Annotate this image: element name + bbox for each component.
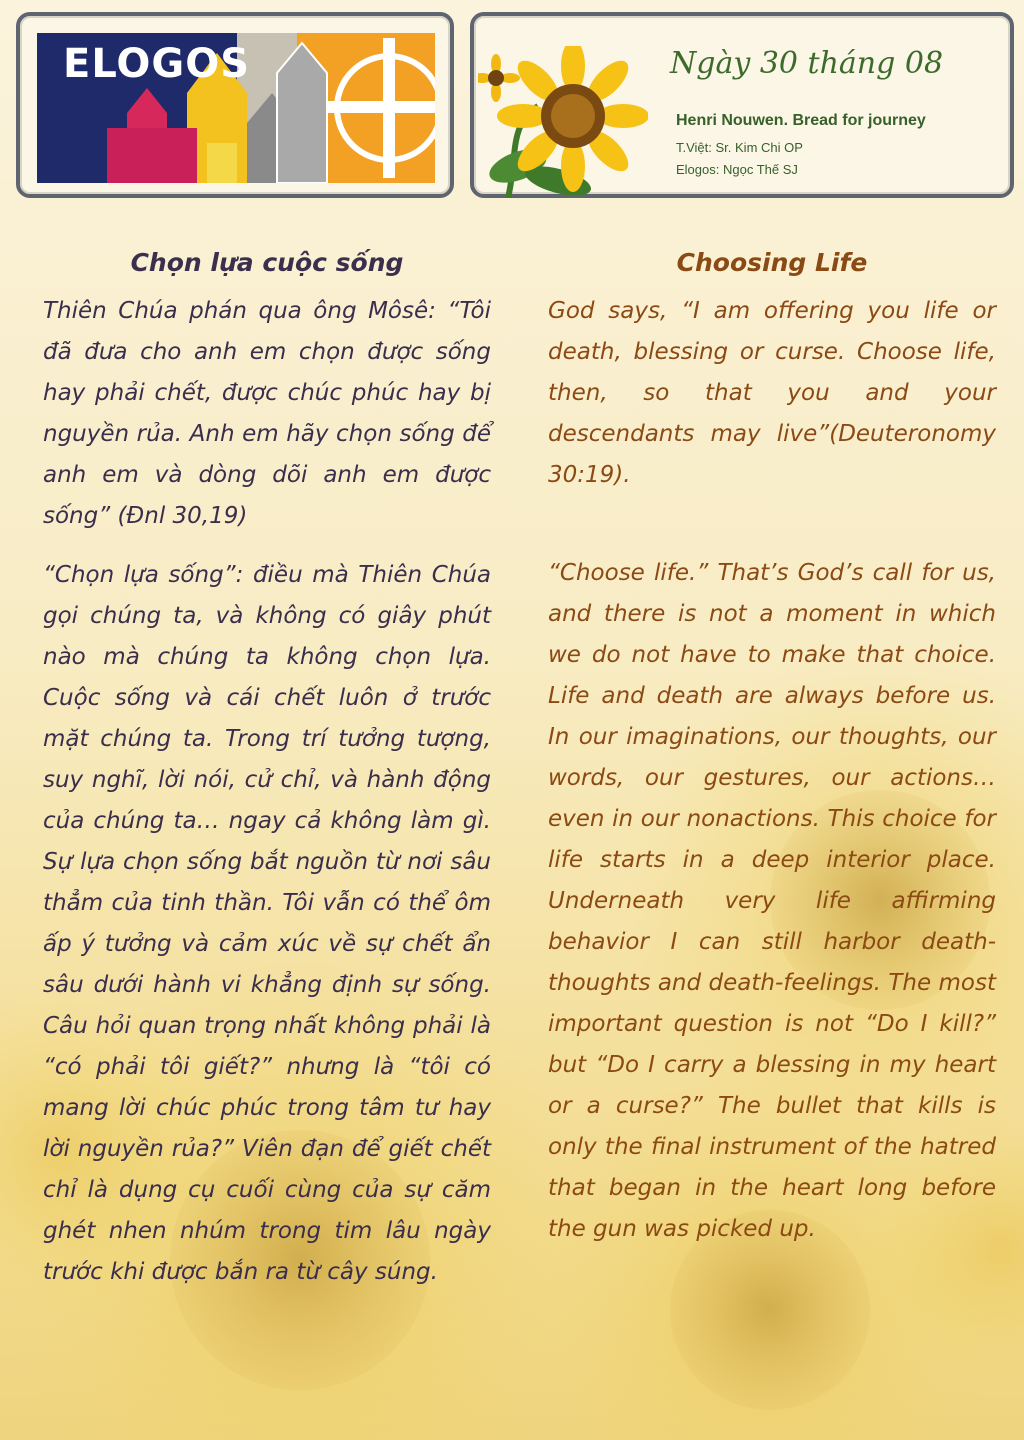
source-title: Henri Nouwen. Bread for journey <box>676 112 926 129</box>
english-column <box>548 248 996 1268</box>
english-paragraph: God says, “I am offering you life or death, blessing or curse. Choose life, then, so that you and your descendants may live”(Deuteronomy 30:19). <box>548 298 996 488</box>
vietnamese-paragraph: Thiên Chúa phán qua ông Môsê: “Tôi đã đưa cho anh em chọn được sống hay phải chết, được chúc phúc hay bị nguyền rủa. Anh em hãy chọn sống để anh em và dòng dõi anh em được sống” (Đnl 30,19) <box>43 298 491 529</box>
english-paragraph: “Choose life.” That’s God’s call for us, and there is not a moment in which we do not have to make that choice. Life and death are always before us. In our imaginations, our thoughts, our words, our gestures, our actions…even in our nonactions. This choice for life starts in a deep interior place. Underneath very life affirming behavior I can still harbor death-thoughts and death-feelings. The most important question is not “Do I kill?” but “Do I carry a blessing in my heart or a curse?” The bullet that kills is only the final instrument of the hatred that began in the heart long before the gun was picked up. <box>548 560 996 1242</box>
vietnamese-column <box>43 248 491 1311</box>
english-title: Choosing Life <box>676 248 868 277</box>
elogos-logo-icon <box>37 33 435 183</box>
elogos-credit: Elogos: Ngọc Thế SJ <box>676 162 798 177</box>
vietnamese-title: Chọn lựa cuộc sống <box>130 248 404 277</box>
logo-text: ELOGOS <box>63 41 251 87</box>
vietnamese-paragraph: “Chọn lựa sống”: điều mà Thiên Chúa gọi chúng ta, và không có giây phút nào mà chúng ta không chọn lựa. Cuộc sống và cái chết luôn ở trước mặt chúng ta. Trong trí tưởng tượng, suy nghĩ, lời nói, cử chỉ, và hành động của chúng ta… ngay cả không làm gì. Sự lựa chọn sống bắt nguồn từ nơi sâu thẳm của tinh thần. Tôi vẫn có thể ôm ấp ý tưởng và cảm xúc về sự chết ẩn sâu dưới hành vi khẳng định sự sống. Câu hỏi quan trọng nhất không phải là “có phải tôi giết?” nhưng là “tôi có mang lời chúc phúc trong tâm tư hay lời nguyền rủa?” Viên đạn để giết chết chỉ là dụng cụ cuối cùng của sự căm ghét nhen nhúm trong tim lâu ngày trước khi được bắn ra từ cây súng. <box>43 562 491 1285</box>
logo-panel <box>16 12 454 198</box>
date-title: Ngày 30 tháng 08 <box>670 46 944 81</box>
info-panel <box>470 12 1014 198</box>
translator-credit: T.Việt: Sr. Kim Chi OP <box>676 140 803 155</box>
sunflower-icon <box>478 46 648 198</box>
